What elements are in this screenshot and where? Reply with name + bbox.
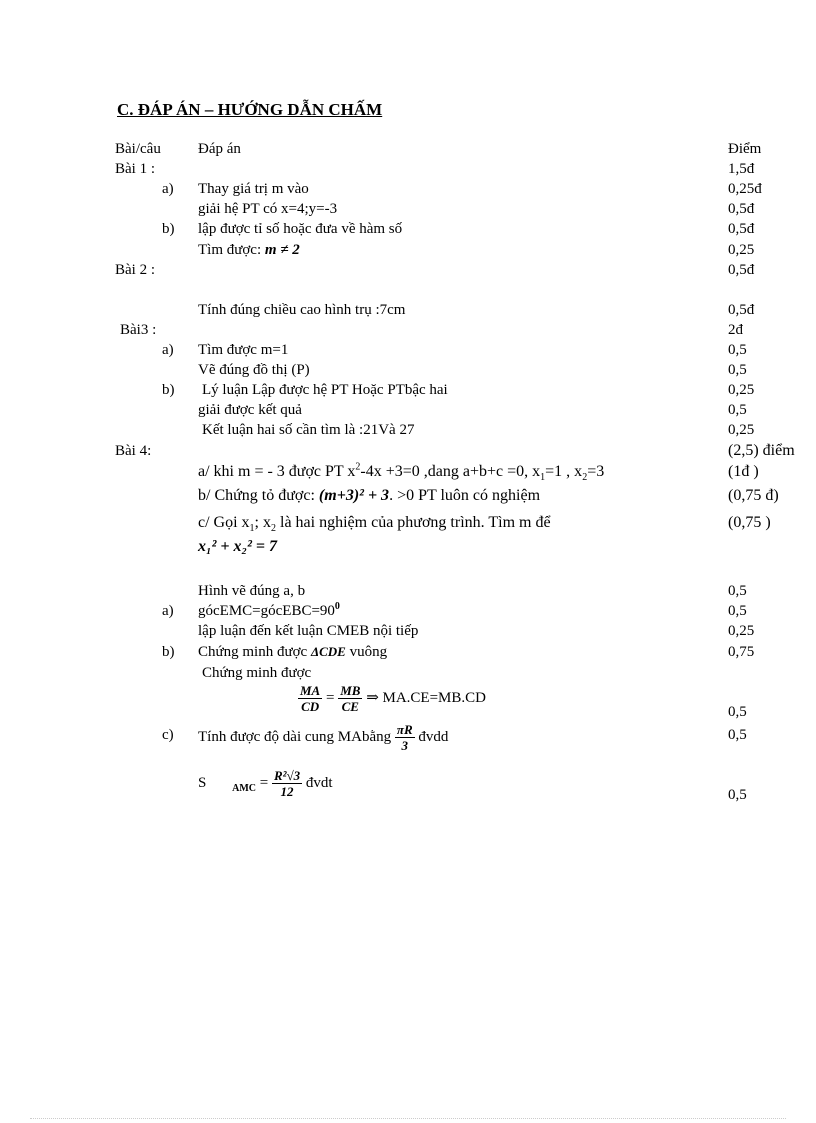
bai4-score: (2,5) điểm — [728, 442, 795, 459]
bai4-a-line — [198, 461, 605, 484]
bai3-b-line1-score: 0,25 — [728, 382, 755, 398]
bai5-c-line2-score: 0,5 — [728, 787, 747, 803]
bai4-a-text-4: =3 — [587, 463, 605, 480]
bai4-c-line — [198, 514, 551, 535]
bai5-c-label: c) — [162, 727, 174, 743]
bai4-b-line — [198, 487, 540, 505]
area-unit: đvdt — [305, 774, 333, 791]
bai4-c-text-2: ; x — [254, 514, 271, 531]
bai5-c-line1-unit: đvdd — [418, 728, 449, 745]
header-col-question: Bài/câu — [115, 141, 161, 157]
bai3-b-line2-score: 0,5 — [728, 402, 747, 418]
bai4-c-text-3: là hai nghiệm của phương trình. Tìm m để — [276, 514, 551, 531]
bai5-figure-line: Hình vẽ đúng a, b — [198, 583, 306, 599]
fraction-ma-cd — [298, 683, 322, 714]
fraction-3: 3 — [401, 738, 409, 753]
bai3-score: 2đ — [728, 322, 743, 338]
bai5-c-line2 — [198, 768, 333, 799]
area-equals: = — [259, 774, 269, 791]
bai1-label: Bài 1 : — [115, 161, 155, 177]
bai1-a-line2-score: 0,5đ — [728, 201, 755, 217]
bai5-figure-score: 0,5 — [728, 583, 747, 599]
bai4-c-equation: x₁² + x₂² = 7 — [198, 538, 277, 555]
bai5-a-label: a) — [162, 603, 174, 619]
bai4-c-sub1: 1 — [249, 523, 255, 535]
bai1-b-label: b) — [162, 221, 175, 237]
bai4-c-text-1: c/ Gọi x — [198, 514, 250, 531]
fraction-area — [272, 768, 302, 799]
bai4-c-score: (0,75 ) — [728, 514, 771, 531]
bai5-a-line2: lập luận đến kết luận CMEB nội tiếp — [198, 623, 419, 639]
bai5-c-line1-score: 0,5 — [728, 727, 747, 743]
bai3-label: Bài3 : — [120, 322, 157, 338]
bai5-a-degree: 0 — [334, 601, 340, 612]
page-footer-divider — [30, 1118, 786, 1119]
bai5-c-line1 — [198, 722, 448, 753]
bai5-c-line1-text: Tính được độ dài cung MAbằng — [198, 728, 392, 745]
fraction-pi-r-3 — [395, 722, 415, 753]
m-not-equal-2-math: m ≠ 2 — [264, 242, 300, 258]
bai3-a-line2: Vẽ đúng đồ thị (P) — [198, 362, 310, 378]
bai3-b-line1: Lý luận Lập được hệ PT Hoặc PTbậc hai — [202, 382, 448, 398]
bai5-b-line2-score: 0,5 — [728, 704, 747, 720]
fraction-mb-ce — [338, 683, 362, 714]
bai5-a-line1 — [198, 602, 340, 620]
ratio-conclusion: ⇒ MA.CE=MB.CD — [366, 689, 486, 706]
triangle-cde-math: ΔCDE — [310, 644, 346, 659]
bai2-line1-score: 0,5đ — [728, 302, 755, 318]
bai4-a-sub2: 2 — [582, 472, 588, 484]
bai5-b-line1 — [198, 643, 387, 661]
bai1-a-line2: giải hệ PT có x=4;y=-3 — [198, 201, 338, 217]
fraction-ce: CE — [341, 699, 359, 714]
bai3-a-line1: Tìm được m=1 — [198, 342, 289, 358]
bai3-a-label: a) — [162, 342, 174, 358]
bai2-line1: Tính đúng chiều cao hình trụ :7cm — [198, 302, 406, 318]
bai1-b-line2-score: 0,25 — [728, 242, 755, 258]
bai4-label: Bài 4: — [115, 443, 152, 459]
bai2-label: Bài 2 : — [115, 262, 155, 278]
bai5-b-line2: Chứng minh được — [202, 665, 312, 681]
bai4-a-exp: 2 — [355, 461, 361, 473]
bai4-b-text-2: . >0 PT luôn có nghiệm — [389, 487, 541, 504]
fraction-r2-sqrt3: R²√3 — [273, 768, 301, 783]
bai5-b-line1-text: Chứng minh được — [198, 644, 308, 660]
bai5-b-line1-score: 0,75 — [728, 644, 755, 660]
fraction-ma: MA — [300, 683, 321, 698]
bai4-a-text-3: =1 , x — [545, 463, 583, 480]
bai1-a-line1-score: 0,25đ — [728, 181, 762, 197]
header-col-score: Điểm — [728, 141, 762, 157]
bai5-a-line2-score: 0,25 — [728, 623, 755, 639]
bai4-c-sub2: 2 — [271, 523, 276, 535]
bai1-score: 1,5đ — [728, 161, 755, 177]
fraction-mb: MB — [340, 683, 361, 698]
area-symbol: S — [198, 774, 207, 791]
bai4-b-math: (m+3)² + 3 — [318, 487, 390, 504]
page-title: C. ĐÁP ÁN – HƯỚNG DẪN CHẤM — [117, 100, 383, 119]
bai5-a-line1-score: 0,5 — [728, 603, 747, 619]
bai2-score: 0,5đ — [728, 262, 755, 278]
fraction-12: 12 — [280, 784, 294, 799]
bai4-a-sub1: 1 — [540, 472, 546, 484]
bai4-a-score: (1đ ) — [728, 463, 759, 480]
ratio-equals: = — [325, 689, 335, 706]
bai1-b-line2 — [198, 241, 300, 259]
header-col-answer: Đáp án — [198, 141, 241, 157]
bai3-a-line2-score: 0,5 — [728, 362, 747, 378]
bai1-b-line1-score: 0,5đ — [728, 221, 755, 237]
bai4-b-score: (0,75 đ) — [728, 487, 779, 504]
bai3-b-label: b) — [162, 382, 175, 398]
bai3-a-line1-score: 0,5 — [728, 342, 747, 358]
ratio-equation — [298, 683, 486, 714]
bai1-a-label: a) — [162, 181, 174, 197]
fraction-cd: CD — [301, 699, 320, 714]
bai1-a-line1: Thay giá trị m vào — [198, 181, 309, 197]
bai5-b-line1-post: vuông — [349, 644, 388, 660]
bai3-b-line3-score: 0,25 — [728, 422, 755, 438]
bai4-a-text-2: -4x +3=0 ,dang a+b+c =0, x — [360, 463, 541, 480]
bai4-b-text-1: b/ Chứng tỏ được: — [198, 487, 315, 504]
bai1-b-line1: lập được tỉ số hoặc đưa về hàm số — [198, 221, 403, 237]
fraction-pi-r: πR — [396, 722, 413, 737]
bai5-a-line1-text: gócEMC=gócEBC=90 — [198, 603, 335, 619]
area-subscript: AMC — [232, 782, 256, 794]
bai3-b-line3: Kết luận hai số cần tìm là :21Và 27 — [202, 422, 415, 438]
bai5-b-label: b) — [162, 644, 175, 660]
bai1-b-line2-text: Tìm được: — [198, 242, 262, 258]
bai4-a-text-1: a/ khi m = - 3 được PT x — [198, 463, 356, 480]
bai3-b-line2: giải được kết quả — [198, 402, 302, 418]
